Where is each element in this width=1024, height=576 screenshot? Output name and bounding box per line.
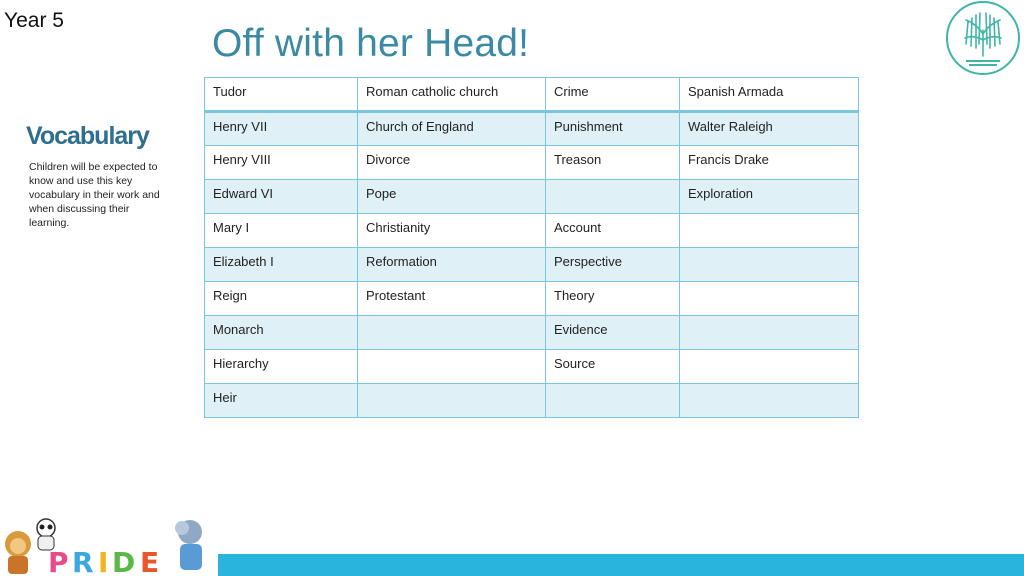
page-title: Off with her Head! — [212, 22, 530, 65]
table-cell: Exploration — [680, 180, 859, 214]
svg-text:D: D — [112, 546, 136, 576]
table-cell: Church of England — [358, 112, 546, 146]
footer-bar — [218, 554, 1024, 576]
table-row — [205, 112, 859, 146]
table-cell — [358, 350, 546, 384]
table-cell: Tudor — [205, 78, 358, 112]
table-cell: Elizabeth I — [205, 248, 358, 282]
table-cell: Protestant — [358, 282, 546, 316]
vocabulary-heading: Vocabulary — [26, 122, 149, 150]
table-cell — [680, 316, 859, 350]
table-row — [205, 78, 859, 112]
table-cell: Henry VII — [205, 112, 358, 146]
table-cell: Hierarchy — [205, 350, 358, 384]
table-cell: Heir — [205, 384, 358, 418]
table-cell — [358, 384, 546, 418]
svg-text:R: R — [72, 546, 94, 576]
table-cell: Walter Raleigh — [680, 112, 859, 146]
table-cell: Reign — [205, 282, 358, 316]
table-cell — [680, 282, 859, 316]
table-cell: Crime — [546, 78, 680, 112]
table-cell: Evidence — [546, 316, 680, 350]
svg-text:P: P — [48, 546, 69, 576]
table-cell: Mary I — [205, 214, 358, 248]
table-cell — [546, 384, 680, 418]
table-row — [205, 316, 859, 350]
table-row — [205, 180, 859, 214]
table-row — [205, 384, 859, 418]
table-cell — [680, 384, 859, 418]
vocabulary-table — [204, 77, 859, 418]
svg-text:E: E — [140, 546, 160, 576]
table-cell — [680, 248, 859, 282]
table-cell: Francis Drake — [680, 146, 859, 180]
table-cell — [546, 180, 680, 214]
table-row — [205, 282, 859, 316]
table-row — [205, 350, 859, 384]
table-cell: Divorce — [358, 146, 546, 180]
table-cell — [680, 214, 859, 248]
table-cell — [358, 316, 546, 350]
table-cell: Theory — [546, 282, 680, 316]
table-row — [205, 146, 859, 180]
table-cell: Account — [546, 214, 680, 248]
table-cell: Monarch — [205, 316, 358, 350]
table-cell: Christianity — [358, 214, 546, 248]
table-row — [205, 214, 859, 248]
vocabulary-description: Children will be expected to know and use this key vocabulary in their work and when discussing their learning. — [29, 161, 160, 229]
svg-text:I: I — [98, 546, 109, 576]
table-cell: Perspective — [546, 248, 680, 282]
table-cell: Reformation — [358, 248, 546, 282]
table-cell: Source — [546, 350, 680, 384]
pride-characters-icon — [0, 514, 218, 576]
table-cell: Roman catholic church — [358, 78, 546, 112]
willow-tree-icon — [944, 0, 1022, 76]
table-cell: Pope — [358, 180, 546, 214]
table-row — [205, 248, 859, 282]
table-cell — [680, 350, 859, 384]
table-cell: Henry VIII — [205, 146, 358, 180]
table-cell: Punishment — [546, 112, 680, 146]
table-cell: Treason — [546, 146, 680, 180]
table-cell: Spanish Armada — [680, 78, 859, 112]
year-label: Year 5 — [4, 9, 64, 32]
table-cell: Edward VI — [205, 180, 358, 214]
